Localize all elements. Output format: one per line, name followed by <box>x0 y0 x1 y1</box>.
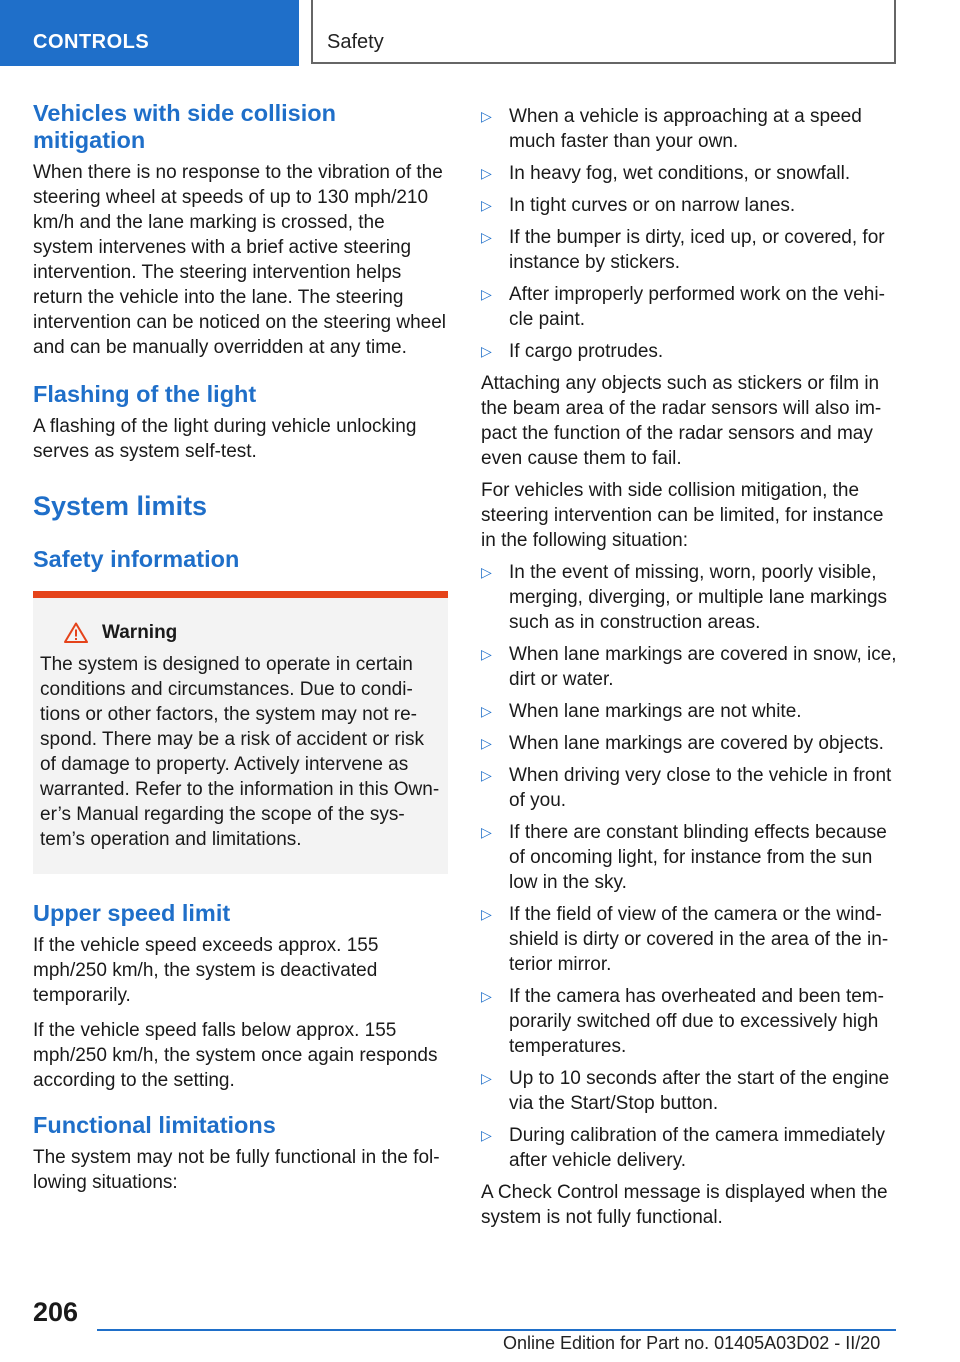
heading-safety-information: Safety information <box>33 546 240 572</box>
warning-triangle-icon <box>64 622 88 643</box>
triangle-bullet-icon: ▷ <box>481 564 492 580</box>
triangle-bullet-icon: ▷ <box>481 767 492 783</box>
list-item: ▷ When lane markings are covered in snow, ice, dirt or water. <box>481 644 897 690</box>
list-item: ▷ During calibration of the camera immediately after vehicle delivery. <box>481 1125 885 1171</box>
triangle-bullet-icon: ▷ <box>481 824 492 840</box>
triangle-bullet-icon: ▷ <box>481 1127 492 1143</box>
list-item: ▷ When driving very close to the vehicle in front of you. <box>481 765 892 811</box>
right-column <box>481 104 897 1240</box>
triangle-bullet-icon: ▷ <box>481 229 492 245</box>
list-item: ▷ In the event of missing, worn, poorly visible, merging, diverging, or multiple lane markings such as in construction areas. <box>481 562 888 633</box>
paragraph-flashing: A flashing of the light during vehicle unlocking serves as system self-test. <box>33 416 417 462</box>
page-header <box>0 0 960 66</box>
triangle-bullet-icon: ▷ <box>481 1070 492 1086</box>
situation-list-1 <box>481 104 897 364</box>
footer-divider <box>97 1329 896 1331</box>
list-item: ▷ If cargo protrudes. <box>481 341 664 362</box>
list-item: ▷ If the bumper is dirty, iced up, or covered, for instance by stickers. <box>481 227 885 273</box>
paragraph-radar: Attaching any objects such as stickers or film in the beam area of the radar sensors will also impact the function of the radar sensors and may even cause them to fail. <box>481 373 882 469</box>
list-item: ▷ When lane markings are covered by objects. <box>481 733 884 754</box>
warning-title: Warning <box>102 622 178 643</box>
edition-label: Online Edition for Part no. 01405A03D02 - II/20 <box>503 1333 881 1353</box>
paragraph-upper-speed-2: If the vehicle speed falls below approx. 155 mph/250 km/h, the system once again responds according to the setting. <box>33 1020 438 1091</box>
warning-text: The system is designed to operate in certain conditions and circumstances. Due to conditions or other factors, the system may not respond. There may be a risk of accident or risk of damage to property. Actively intervene as warranted. Refer to the information in this Owner’s Manual regarding the scope of the system’s operation and limitations. <box>40 654 440 850</box>
heading-system-limits: System limits <box>33 491 208 521</box>
list-item: ▷ In tight curves or on narrow lanes. <box>481 195 796 216</box>
triangle-bullet-icon: ▷ <box>481 108 492 124</box>
left-column <box>33 100 448 1205</box>
list-item: ▷ If the camera has overheated and been temporarily switched off due to excessively high temperatures. <box>481 986 884 1057</box>
list-item: ▷ Up to 10 seconds after the start of the engine via the Start/Stop button. <box>481 1068 890 1114</box>
list-item: ▷ In heavy fog, wet conditions, or snowfall. <box>481 163 851 184</box>
subsection-tab: Safety <box>311 0 896 64</box>
paragraph-check-control: A Check Control message is displayed when the system is not fully functional. <box>481 1182 888 1228</box>
list-item: ▷ If the field of view of the camera or the windshield is dirty or covered in the area of the interior mirror. <box>481 904 889 975</box>
paragraph-functional: The system may not be fully functional in the following situations: <box>33 1147 440 1193</box>
triangle-bullet-icon: ▷ <box>481 286 492 302</box>
paragraph-side-collision: When there is no response to the vibration of the steering wheel at speeds of up to 130 mph/210 km/h and the lane marking is crossed, the system intervenes with a brief active steering intervention. The steering intervention helps return the vehicle into the lane. The steering intervention can be noticed on the steering wheel and can be manually overridden at any time. <box>33 162 446 358</box>
list-item: ▷ When lane markings are not white. <box>481 701 802 722</box>
list-item: ▷ After improperly performed work on the vehicle paint. <box>481 284 885 330</box>
triangle-bullet-icon: ▷ <box>481 906 492 922</box>
triangle-bullet-icon: ▷ <box>481 197 492 213</box>
paragraph-side-limit: For vehicles with side collision mitigation, the steering intervention can be limited, for instance in the following situation: <box>481 480 884 551</box>
section-tab: CONTROLS <box>0 0 299 66</box>
warning-header <box>40 620 440 645</box>
triangle-bullet-icon: ▷ <box>481 988 492 1004</box>
triangle-bullet-icon: ▷ <box>481 646 492 662</box>
triangle-bullet-icon: ▷ <box>481 343 492 359</box>
situation-list-2 <box>481 560 897 1173</box>
heading-functional-limitations: Functional limitations <box>33 1112 276 1138</box>
warning-box <box>33 591 448 874</box>
heading-flashing: Flashing of the light <box>33 381 257 407</box>
triangle-bullet-icon: ▷ <box>481 165 492 181</box>
paragraph-upper-speed-1: If the vehicle speed exceeds approx. 155 mph/250 km/h, the system is deactivated temporarily. <box>33 935 379 1006</box>
page-number: 206 <box>33 1297 79 1327</box>
heading-upper-speed-limit: Upper speed limit <box>33 900 231 926</box>
triangle-bullet-icon: ▷ <box>481 735 492 751</box>
triangle-bullet-icon: ▷ <box>481 703 492 719</box>
list-item: ▷ When a vehicle is approaching at a speed much faster than your own. <box>481 106 862 152</box>
list-item: ▷ If there are constant blinding effects because of oncoming light, for instance from the sun low in the sky. <box>481 822 887 893</box>
heading-side-collision: Vehicles with side collision mitigation <box>33 100 336 153</box>
